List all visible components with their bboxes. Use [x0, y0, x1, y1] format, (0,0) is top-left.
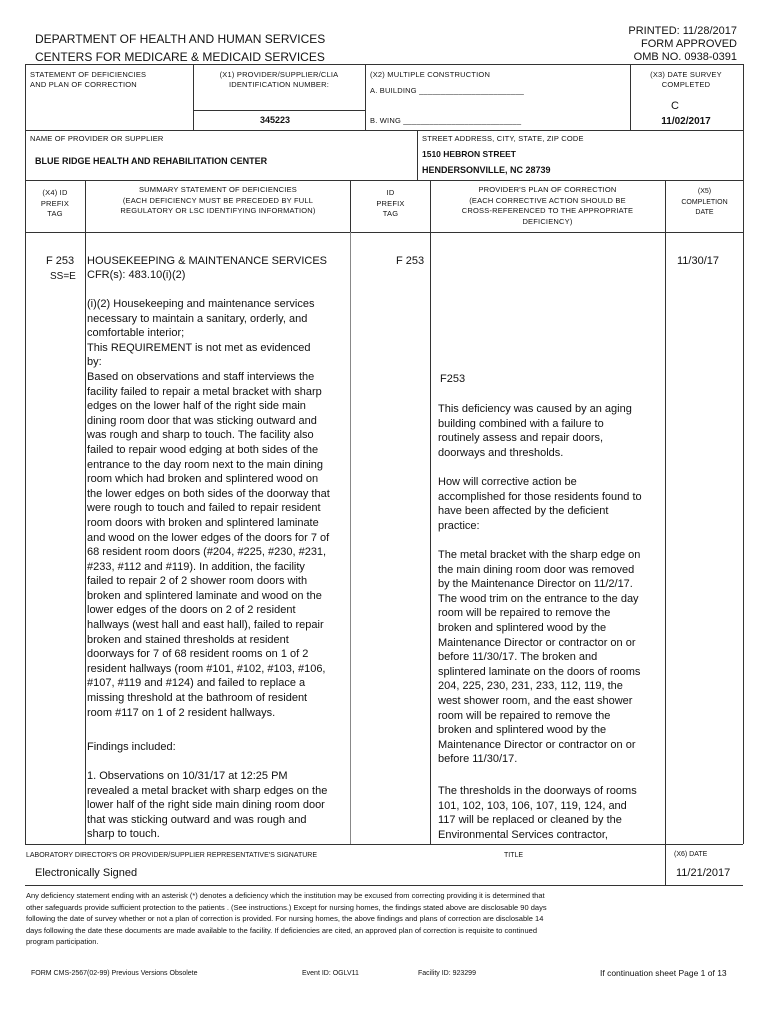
provider-label: NAME OF PROVIDER OR SUPPLIER [30, 134, 164, 143]
plan-actions: The metal bracket with the sharp edge on the main dining room door was removed by the Maintenance Director on 11/2/17. The wood trim on the entrance to the day room will be repaired to remove the broken and splintered wood by the Maintenance Director or contractor on or before 11/30/17. The broken and splintered laminate on the doors of rooms 204, 225, 230, 231, 233, 112, 119, the west shower room, and the east shower room will be repaired to remove the broken and splintered wood by the Maintenance Director or contractor on or before 11/30/17. [438, 549, 641, 766]
completion-date: 11/30/17 [677, 255, 720, 267]
survey-date: 11/02/2017 [661, 116, 711, 127]
address-label: STREET ADDRESS, CITY, STATE, ZIP CODE [422, 134, 584, 143]
summary-header: SUMMARY STATEMENT OF DEFICIENCIES (EACH DEFICIENCY MUST BE PRECEDED BY FULL REGULATORY OR LSC IDENTIFYING INFORMATION) [120, 185, 316, 215]
summary-paragraph: (i)(2) Housekeeping and maintenance services necessary to maintain a sanitary, orderly, and comfortable interior; This REQUIREMENT is not met as evidenced by: Based on observations and staff interviews the facility failed to repair a metal bracket with sharp edges on the lower half of the right side main dining room door that was sticking outward and was rough and sharp to touch. The facility also failed to repair wood edging at both sides of the entrance to the day room next to the main dining room which had broken and splintered wood on the lower edges on both sides of the doorway that were rough to touch and failed to repair resident room doors with broken and splintered laminate and wood on the lower edges of the doors for 7 of 68 resident room doors (#204, #225, #230, #231, #233, #112 and #119). In addition, the facility failed to repair 2 of 2 shower room doors with broken and splintered laminate and wood on the lower edges of the doors on 2 of 2 resident hallways (west hall and east hall), failed to repair broken and stained thresholds at resident doorways for 7 of 68 resident rooms on 1 of 2 resident hallways (room #101, #102, #103, #106, #107, #119 and #124) and failed to replace a missing threshold at the bathroom of resident room #117 on 1 of 2 resident hallways. [87, 298, 330, 719]
signature-value: Electronically Signed [35, 867, 138, 879]
plan-tag: F253 [440, 373, 466, 385]
id-header: ID PREFIX TAG [376, 188, 405, 218]
x1-label: (X1) PROVIDER/SUPPLIER/CLIA IDENTIFICATION NUMBER: [219, 70, 339, 89]
facility-id: Facility ID: 923299 [418, 970, 476, 977]
signed-date: 11/21/2017 [676, 867, 731, 879]
form-approved: FORM APPROVED [641, 38, 737, 50]
statement-label: STATEMENT OF DEFICIENCIES AND PLAN OF CORRECTION [30, 70, 147, 89]
x5-header: (X5) COMPLETION DATE [681, 188, 728, 216]
plan-header: PROVIDER'S PLAN OF CORRECTION (EACH CORRECTIVE ACTION SHOULD BE CROSS-REFERENCED TO THE APPROPRIATE DEFICIENCY) [461, 185, 634, 226]
findings-heading: Findings included: [87, 741, 176, 753]
event-id: Event ID: OGLV11 [302, 970, 359, 977]
city-state-zip: HENDERSONVILLE, NC 28739 [422, 165, 551, 175]
x3-label: (X3) DATE SURVEY COMPLETED [650, 70, 722, 89]
signature-label: LABORATORY DIRECTOR'S OR PROVIDER/SUPPLIER REPRESENTATIVE'S SIGNATURE [26, 852, 318, 859]
x2-label: (X2) MULTIPLE CONSTRUCTION [370, 70, 491, 79]
form-id: FORM CMS-2567(02-99) Previous Versions Obsolete [31, 970, 198, 977]
wing-label: B. WING ___________________________ [370, 116, 522, 125]
department-title: DEPARTMENT OF HEALTH AND HUMAN SERVICES [35, 32, 326, 46]
provider-number: 345223 [260, 115, 291, 125]
x3-code: C [671, 100, 679, 112]
plan-question: How will corrective action be accomplished for those residents found to have been affected by the deficient practice: [438, 476, 642, 532]
deficiency-tag: F 253 [46, 255, 75, 267]
centers-title: CENTERS FOR MEDICARE & MEDICAID SERVICES [35, 50, 325, 64]
printed-date: PRINTED: 11/28/2017 [628, 25, 737, 37]
scope-severity: SS=E [50, 271, 76, 282]
deficiency-title: HOUSEKEEPING & MAINTENANCE SERVICES [87, 255, 328, 267]
observation-paragraph: 1. Observations on 10/31/17 at 12:25 PM revealed a metal bracket with sharp edges on the lower half of the right side main dining room door that was sticking outward and was rough and sharp to touch. [87, 770, 328, 841]
plan-thresholds: The thresholds in the doorways of rooms 101, 102, 103, 106, 107, 119, 124, and 117 will be replaced or cleaned by the Environmental Services contractor, [438, 785, 637, 841]
plan-cause: This deficiency was caused by an aging building combined with a failure to routinely assess and repair doors, doorways and thresholds. [438, 403, 632, 459]
street-address: 1510 HEBRON STREET [422, 149, 516, 159]
title-label: TITLE [504, 852, 524, 859]
cfr-reference: CFR(s): 483.10(i)(2) [87, 269, 186, 281]
x4-header: (X4) ID PREFIX TAG [40, 188, 70, 218]
page-continuation: If continuation sheet Page 1 of 13 [600, 968, 727, 978]
disclaimer-text: Any deficiency statement ending with an asterisk (*) denotes a deficiency which the institution may be excused from correcting providing it is determined that other safeguards provide sufficient protection to the patients . (See instructions.) Except for nursing homes, the findings stated above are disclosable 90 days following the date of survey whether or not a plan of correction is provided. For nursing homes, the above findings and plans of correction are disclosable 14 days following the date these documents are made available to the facility. If deficiencies are cited, an approved plan of correction is requisite to continued program participation. [26, 891, 547, 947]
building-label: A. BUILDING ________________________ [370, 86, 524, 95]
date-label: (X6) DATE [674, 851, 708, 858]
id-prefix-tag: F 253 [396, 255, 425, 267]
provider-name: BLUE RIDGE HEALTH AND REHABILITATION CENTER [35, 156, 268, 166]
omb-number: OMB NO. 0938-0391 [633, 51, 737, 63]
